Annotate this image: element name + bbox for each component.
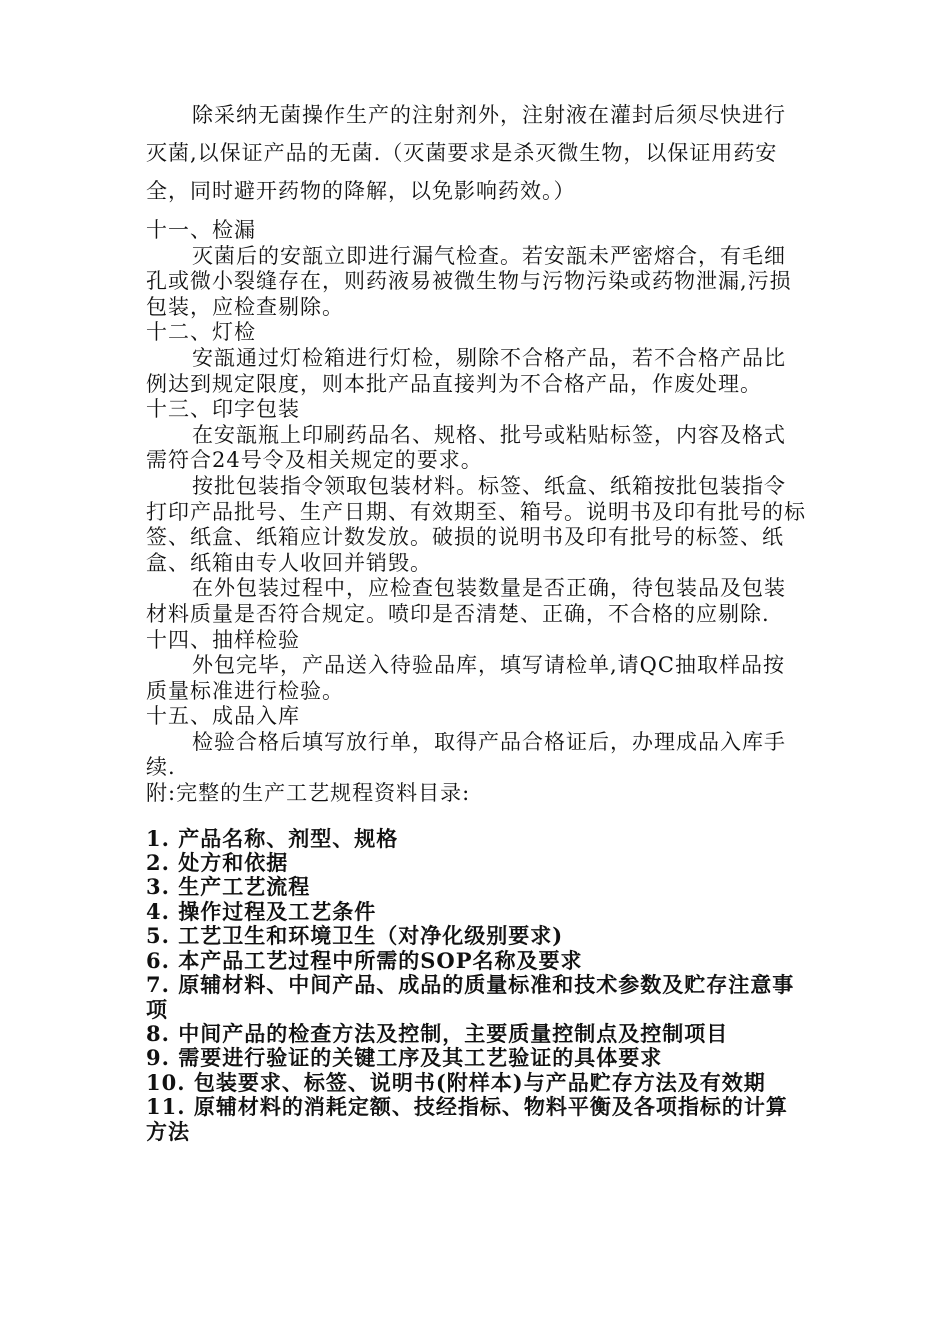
list-item: 6. 本产品工艺过程中所需的SOP名称及要求 (146, 947, 583, 973)
section-heading: 十五、成品入库 (146, 704, 300, 729)
section-light-inspection (146, 320, 806, 397)
list-item: 10. 包装要求、标签、说明书(附样本)与产品贮存方法及有效期 (146, 1069, 766, 1095)
list-item: 8. 中间产品的检查方法及控制，主要质量控制点及控制项目 (146, 1020, 729, 1046)
section-paragraph: 安瓿通过灯检箱进行灯检，剔除不合格产品，若不合格产品比例达到规定限度，则本批产品直接判为不合格产品，作废处理。 (146, 345, 786, 396)
appendix-list (146, 827, 806, 1144)
section-paragraph: 在安瓿瓶上印刷药品名、规格、批号或粘贴标签，内容及格式需符合24号令及相关规定的要求。 (146, 422, 786, 473)
section-printing-packaging (146, 397, 806, 627)
list-item: 9. 需要进行验证的关键工序及其工艺验证的具体要求 (146, 1045, 663, 1071)
list-item: 11. 原辅材料的消耗定额、技经指标、物料平衡及各项指标的计算方法 (146, 1094, 788, 1144)
section-paragraph: 按批包装指令领取包装材料。标签、纸盒、纸箱按批包装指令打印产品批号、生产日期、有效期至、箱号。说明书及印有批号的标签、纸盒、纸箱应计数发放。破损的说明书及印有批号的标签、纸盒、纸箱由专人收回并销毁。 (146, 473, 806, 575)
list-item: 2. 处方和依据 (146, 850, 289, 876)
section-heading: 十二、灯检 (146, 320, 256, 345)
appendix-title: 附:完整的生产工艺规程资料目录: (146, 781, 471, 806)
section-paragraph: 灭菌后的安瓿立即进行漏气检查。若安瓿未严密熔合，有毛细孔或微小裂缝存在，则药液易被微生物与污物污染或药物泄漏,污损包装，应检查剔除。 (146, 243, 792, 319)
document-body (146, 96, 806, 1144)
intro-paragraph: 除采纳无菌操作生产的注射剂外，注射液在灌封后须尽快进行灭菌,以保证产品的无菌.（灭菌要求是杀灭微生物，以保证用药安全，同时避开药物的降解，以免影响药效。） (146, 103, 786, 203)
section-leak-test (146, 218, 806, 320)
section-paragraph: 在外包装过程中，应检查包装数量是否正确，待包装品及包装材料质量是否符合规定。喷印是否清楚、正确，不合格的应剔除. (146, 576, 786, 626)
section-heading: 十一、检漏 (146, 218, 256, 242)
section-paragraph: 检验合格后填写放行单，取得产品合格证后，办理成品入库手续. (146, 729, 786, 780)
section-heading: 十四、抽样检验 (146, 627, 300, 652)
list-item: 3. 生产工艺流程 (146, 874, 311, 900)
section-heading: 十三、印字包装 (146, 397, 300, 422)
list-item: 4. 操作过程及工艺条件 (146, 898, 377, 924)
section-paragraph: 外包完毕，产品送入待验品库，填写请检单,请QC抽取样品按质量标准进行检验。 (146, 653, 785, 703)
list-item: 7. 原辅材料、中间产品、成品的质量标准和技术参数及贮存注意事项 (146, 972, 795, 1022)
list-item: 1. 产品名称、剂型、规格 (146, 825, 399, 851)
section-warehousing (146, 704, 806, 781)
list-item: 5. 工艺卫生和环境卫生（对净化级别要求) (146, 923, 564, 949)
section-sampling-inspection (146, 628, 806, 705)
